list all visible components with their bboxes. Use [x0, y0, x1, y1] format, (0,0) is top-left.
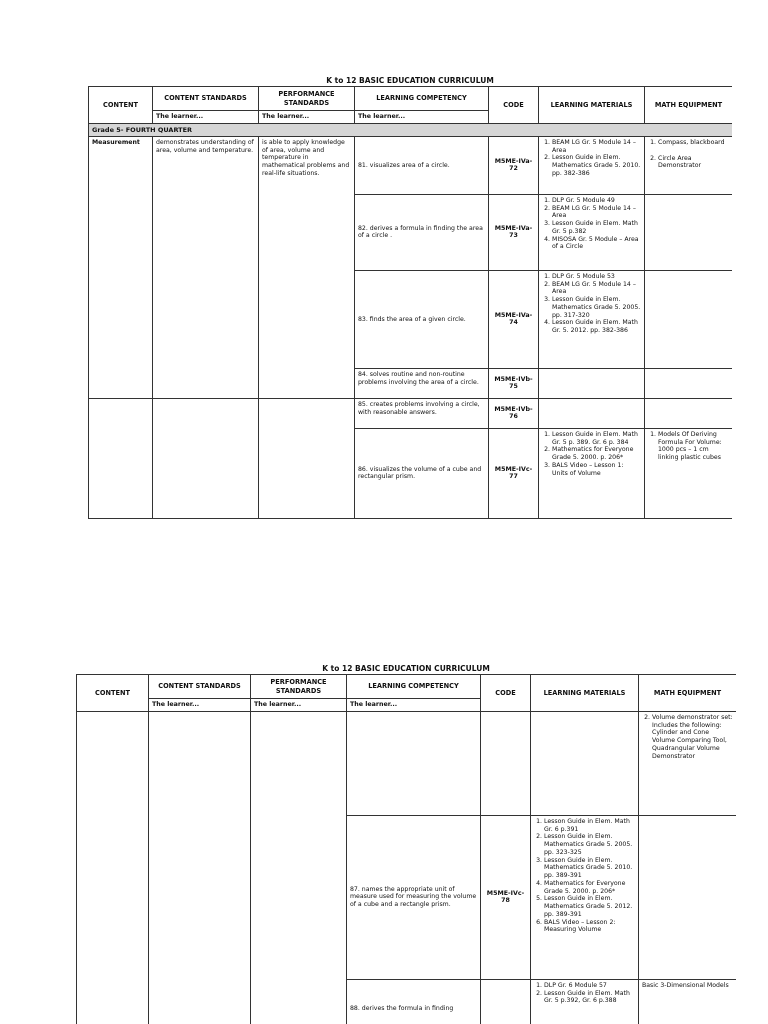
equipment-cell [645, 194, 733, 270]
learner-label: The learner... [251, 699, 347, 712]
code-cell [481, 979, 531, 1024]
code-cell: M5ME-IVa-74 [489, 270, 539, 368]
material-item: 2. Lesson Guide in Elem. Math Gr. 5 p.392, Gr. 6 p.388 [544, 990, 635, 1006]
material-item: 3. Lesson Guide in Elem. Mathematics Grade 5. 2005. pp. 317-320 [552, 296, 641, 319]
header-learning-materials: LEARNING MATERIALS [539, 87, 645, 124]
learner-label: The learner... [355, 111, 489, 124]
material-item: 2. BEAM LG Gr. 5 Module 14 – Area [552, 205, 641, 221]
header-code: CODE [481, 675, 531, 712]
materials-cell [539, 398, 645, 428]
materials-cell [539, 270, 645, 368]
material-item: 1. BEAM LG Gr. 5 Module 14 – Area [552, 139, 641, 155]
material-item: 1. Lesson Guide in Elem. Math Gr. 6 p.391 [544, 818, 635, 834]
material-item: 3. BALS Video – Lesson 1: Units of Volume [552, 462, 641, 478]
materials-cell [531, 979, 639, 1024]
performance-standard-cell [251, 711, 347, 1024]
material-item: 2. BEAM LG Gr. 5 Module 14 – Area [552, 281, 641, 297]
performance-standard-cell: is able to apply knowledge of area, volume and temperature in mathematical problems and real-life situations. [259, 136, 355, 398]
material-item: 3. Lesson Guide in Elem. Math Gr. 5 p.382 [552, 220, 641, 236]
learner-label: The learner... [347, 699, 481, 712]
content-cell: Measurement [89, 136, 153, 398]
header-content: CONTENT [77, 675, 149, 712]
equipment-item: 2. Volume demonstrator set: Includes the following: Cylinder and Cone Volume Comparing Tool, Quadrangular Volume Demonstrator [652, 714, 733, 761]
header-content-standards: CONTENT STANDARDS [149, 675, 251, 699]
code-cell: M5ME-IVb-76 [489, 398, 539, 428]
code-cell: M5ME-IVa-73 [489, 194, 539, 270]
material-item: 5. Lesson Guide in Elem. Mathematics Grade 5. 2012. pp. 389-391 [544, 895, 635, 918]
competency-cell: 83. finds the area of a given circle. [355, 270, 489, 368]
code-cell: M5ME-IVb-75 [489, 368, 539, 398]
header-learning-competency: LEARNING COMPETENCY [355, 87, 489, 111]
material-item: 3. Lesson Guide in Elem. Mathematics Grade 5. 2010. pp. 389-391 [544, 857, 635, 880]
page-title: K to 12 BASIC EDUCATION CURRICULUM [326, 76, 494, 85]
materials-cell [539, 136, 645, 194]
header-performance-standards: PERFORMANCE STANDARDS [251, 675, 347, 699]
code-cell: M5ME-IVc-78 [481, 815, 531, 979]
competency-cell: 88. derives the formula in finding [347, 979, 481, 1024]
materials-cell [531, 815, 639, 979]
material-item: 1. Lesson Guide in Elem. Math Gr. 5 p. 389. Gr. 6 p. 384 [552, 431, 641, 447]
header-code: CODE [489, 87, 539, 124]
performance-standard-cell [259, 398, 355, 518]
materials-cell [539, 368, 645, 398]
header-learning-competency: LEARNING COMPETENCY [347, 675, 481, 699]
header-content: CONTENT [89, 87, 153, 124]
equipment-item: 2. Circle Area Demonstrator [658, 155, 729, 171]
header-content-standards: CONTENT STANDARDS [153, 87, 259, 111]
competency-cell [347, 711, 481, 815]
material-item: 4. MISOSA Gr. 5 Module – Area of a Circle [552, 236, 641, 252]
equipment-cell: Basic 3-Dimensional Models [639, 979, 737, 1024]
competency-cell: 87. names the appropriate unit of measure used for measuring the volume of a cube and a rectangle prism. [347, 815, 481, 979]
competency-cell: 81. visualizes area of a circle. [355, 136, 489, 194]
competency-cell: 85. creates problems involving a circle, with reasonable answers. [355, 398, 489, 428]
code-cell: M5ME-IVa-72 [489, 136, 539, 194]
header-performance-standards: PERFORMANCE STANDARDS [259, 87, 355, 111]
content-standard-cell [153, 398, 259, 518]
page-title: K to 12 BASIC EDUCATION CURRICULUM [322, 664, 490, 673]
header-learning-materials: LEARNING MATERIALS [531, 675, 639, 712]
quarter-bar: Grade 5- FOURTH QUARTER [89, 123, 733, 136]
curriculum-table [88, 86, 732, 519]
material-item: 4. Mathematics for Everyone Grade 5. 2000. p. 206* [544, 880, 635, 896]
learner-label: The learner... [153, 111, 259, 124]
equipment-cell [639, 815, 737, 979]
materials-cell [531, 711, 639, 815]
material-item: 2. Mathematics for Everyone Grade 5. 2000. p. 206* [552, 446, 641, 462]
material-item: 2. Lesson Guide in Elem. Mathematics Grade 5. 2010. pp. 382-386 [552, 154, 641, 177]
material-item: 1. DLP Gr. 5 Module 53 [552, 273, 641, 281]
code-cell: M5ME-IVc-77 [489, 428, 539, 518]
content-standard-cell: demonstrates understanding of area, volume and temperature. [153, 136, 259, 398]
code-cell [481, 711, 531, 815]
header-math-equipment: MATH EQUIPMENT [639, 675, 737, 712]
materials-cell [539, 194, 645, 270]
competency-cell: 86. visualizes the volume of a cube and rectangular prism. [355, 428, 489, 518]
material-item: 4. Lesson Guide in Elem. Math Gr. 5. 2012. pp. 382-386 [552, 319, 641, 335]
equipment-cell [645, 398, 733, 428]
materials-cell [539, 428, 645, 518]
equipment-cell [639, 711, 737, 815]
curriculum-table [76, 674, 736, 1024]
learner-label: The learner... [149, 699, 251, 712]
header-math-equipment: MATH EQUIPMENT [645, 87, 733, 124]
learner-label: The learner... [259, 111, 355, 124]
equipment-item: 1. Compass, blackboard [658, 139, 729, 147]
equipment-cell [645, 368, 733, 398]
content-cell [89, 398, 153, 518]
competency-cell: 82. derives a formula in finding the area of a circle . [355, 194, 489, 270]
material-item: 2. Lesson Guide in Elem. Mathematics Grade 5. 2005. pp. 323-325 [544, 833, 635, 856]
curriculum-page-1 [88, 76, 732, 524]
curriculum-page-2 [76, 664, 736, 1024]
material-item: 1. DLP Gr. 6 Module 57 [544, 982, 635, 990]
competency-cell: 84. solves routine and non-routine problems involving the area of a circle. [355, 368, 489, 398]
material-item: 6. BALS Video – Lesson 2: Measuring Volume [544, 919, 635, 935]
content-standard-cell [149, 711, 251, 1024]
equipment-cell [645, 428, 733, 518]
equipment-cell [645, 270, 733, 368]
material-item: 1. DLP Gr. 5 Module 49 [552, 197, 641, 205]
equipment-cell [645, 136, 733, 194]
content-cell [77, 711, 149, 1024]
equipment-item: 1. Models Of Deriving Formula For Volume: 1000 pcs – 1 cm linking plastic cubes [658, 431, 729, 462]
